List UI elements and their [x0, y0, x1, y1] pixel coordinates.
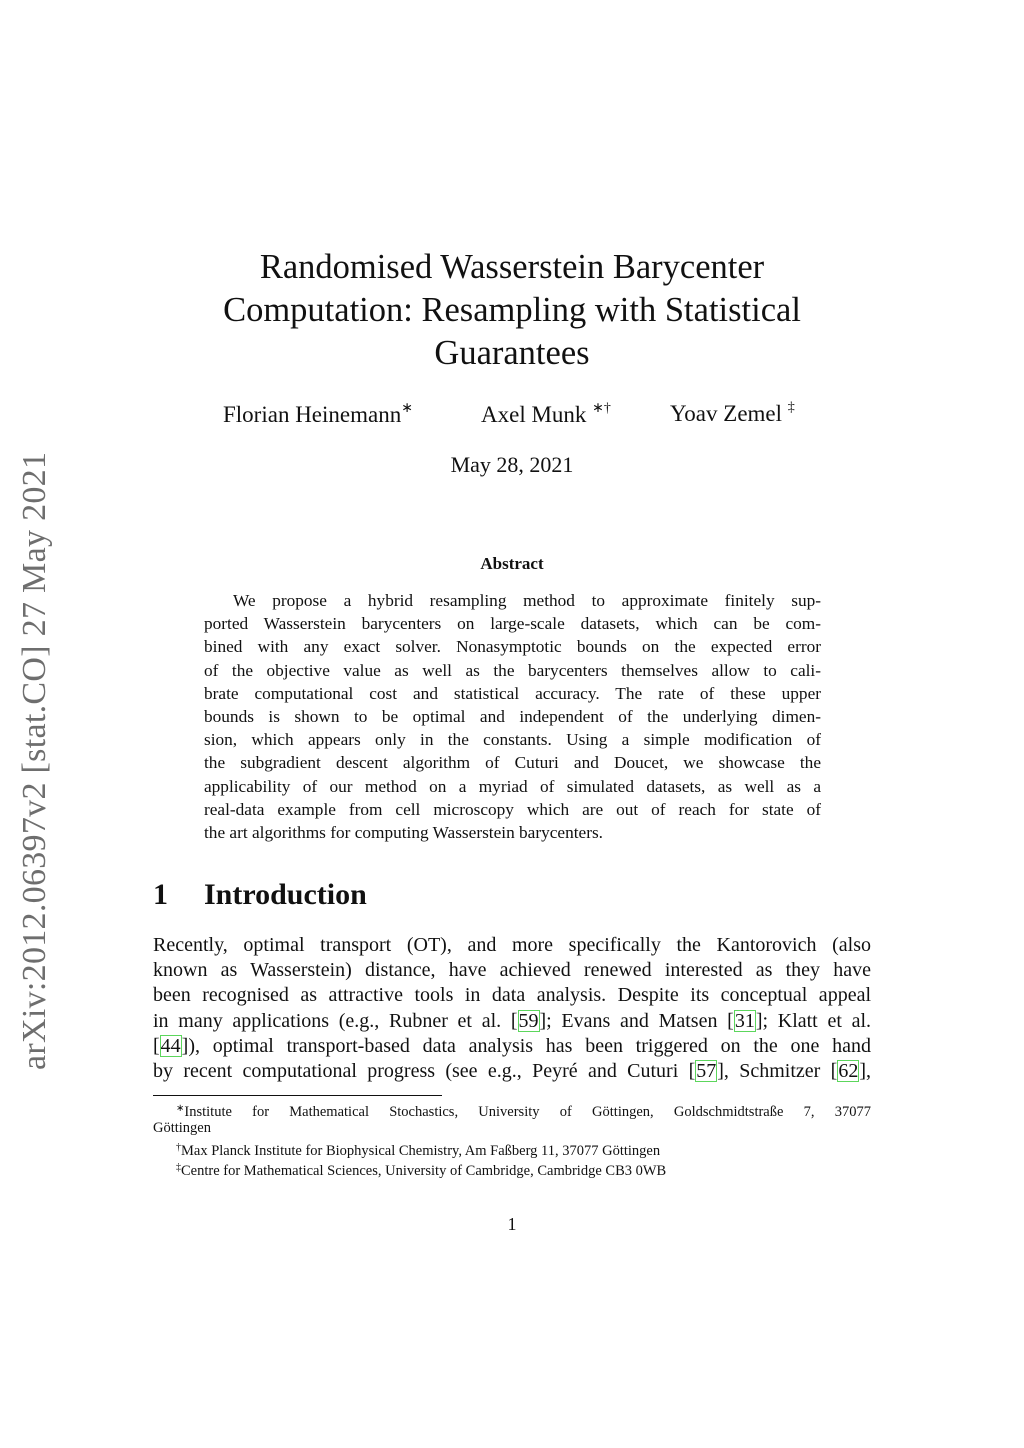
- abstract-line: the art algorithms for computing Wasserstein barycenters.: [204, 822, 604, 842]
- introduction-body: [153, 933, 871, 1084]
- body-text: ]), optimal transport-based data analysis has been triggered on the one hand: [181, 1034, 871, 1057]
- author-affiliation-mark: ‡: [787, 400, 795, 415]
- footnote-affiliation-1-cont: Göttingen: [153, 1119, 211, 1136]
- footnotes: [153, 1099, 871, 1177]
- footnote-affiliation-3: [153, 1158, 871, 1178]
- page-number: 1: [507, 1214, 517, 1234]
- body-line: been recognised as attractive tools in data analysis. Despite its conceptual appeal: [153, 984, 871, 1007]
- footnote-mark: ‡: [176, 1161, 181, 1173]
- footnote-divider: [153, 1095, 442, 1096]
- body-text: ], Schmitzer [: [717, 1059, 838, 1082]
- publication-date: May 28, 2021: [450, 452, 574, 477]
- section-title: Introduction: [204, 878, 367, 911]
- body-line: known as Wasserstein) distance, have achieved renewed interested as they have: [153, 959, 871, 982]
- abstract-line: bined with any exact solver. Nonasymptotic bounds on the expected error: [204, 637, 821, 657]
- body-line: Recently, optimal transport (OT), and more specifically the Kantorovich (also: [153, 934, 871, 956]
- footnote-text: Institute for Mathematical Stochastics, University of Göttingen, Goldschmidtstraße 7, 37077: [184, 1104, 871, 1120]
- abstract-line: brate computational cost and statistical accuracy. The rate of these upper: [204, 683, 821, 703]
- section-heading: [153, 878, 367, 912]
- body-text: by recent computational progress (see e.g., Peyré and Cuturi [: [153, 1059, 696, 1082]
- footnote-affiliation-1: [153, 1099, 871, 1119]
- title-line: Guarantees: [434, 334, 590, 372]
- abstract-line: We propose a hybrid resampling method to approximate finitely sup-: [233, 591, 821, 610]
- citation-link-31[interactable]: 31: [734, 1009, 755, 1032]
- author-name: Yoav Zemel: [670, 401, 783, 426]
- paper-title: [150, 246, 874, 375]
- body-text: ]; Evans and Matsen [: [539, 1009, 734, 1032]
- citation-link-57[interactable]: 57: [696, 1059, 717, 1082]
- footnote-mark: ∗: [176, 1103, 185, 1114]
- citation-link-62[interactable]: 62: [838, 1059, 859, 1082]
- abstract-line: sion, which appears only in the constants. Using a simple modification of: [204, 730, 821, 750]
- citation-link-59[interactable]: 59: [518, 1009, 539, 1032]
- body-line: [153, 1059, 871, 1084]
- footnote-affiliation-2: [153, 1138, 871, 1158]
- body-line: [153, 1034, 871, 1059]
- section-number: 1: [153, 878, 168, 911]
- body-text: [: [153, 1034, 160, 1057]
- abstract-line: real-data example from cell microscopy which are out of reach for state of: [204, 799, 821, 819]
- abstract-line: ported Wasserstein barycenters on large-scale datasets, which can be com-: [204, 614, 821, 634]
- author-zemel: [670, 400, 795, 427]
- abstract-line: of the objective value as well as the barycenters themselves allow to cali-: [204, 660, 821, 680]
- abstract-line: the subgradient descent algorithm of Cuturi and Doucet, we showcase the: [204, 753, 821, 773]
- author-name: Axel Munk: [481, 402, 587, 427]
- footnote-text: Max Planck Institute for Biophysical Chemistry, Am Faßberg 11, 37077 Göttingen: [181, 1143, 661, 1159]
- title-line: Computation: Resampling with Statistical: [223, 291, 801, 329]
- author-heinemann: [223, 400, 413, 428]
- author-affiliation-mark: ∗: [401, 401, 413, 416]
- body-text: in many applications (e.g., Rubner et al. [: [153, 1009, 518, 1032]
- abstract-heading: Abstract: [480, 554, 544, 573]
- author-name: Florian Heinemann: [223, 402, 402, 427]
- author-list: [0, 400, 1024, 432]
- body-text: ],: [859, 1059, 872, 1082]
- body-text: ]; Klatt et al.: [755, 1009, 872, 1032]
- citation-link-44[interactable]: 44: [160, 1034, 181, 1057]
- author-affiliation-mark: ∗†: [592, 401, 611, 416]
- abstract-line: applicability of our method on a myriad of simulated datasets, as well as a: [204, 776, 821, 796]
- body-line: [153, 1009, 871, 1034]
- arxiv-identifier: arXiv:2012.06397v2 [stat.CO] 27 May 2021: [16, 451, 53, 1070]
- abstract-line: bounds is shown to be optimal and independent of the underlying dimen-: [204, 706, 821, 726]
- title-line: Randomised Wasserstein Barycenter: [259, 248, 765, 286]
- author-munk: [481, 400, 611, 428]
- footnote-text: Centre for Mathematical Sciences, University of Cambridge, Cambridge CB3 0WB: [181, 1162, 667, 1179]
- footnote-mark: †: [176, 1142, 181, 1153]
- abstract-body: [204, 589, 821, 844]
